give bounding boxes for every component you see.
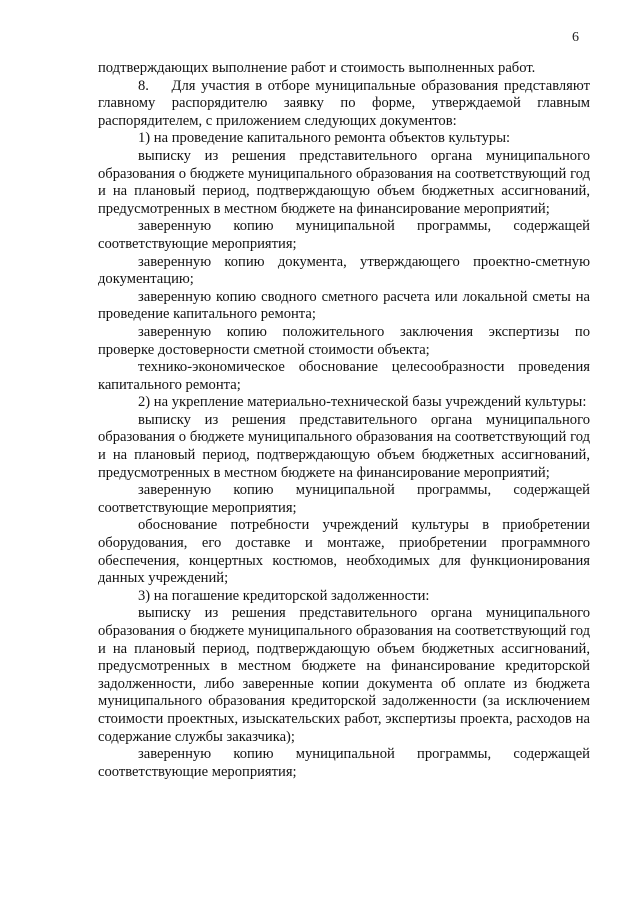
page-number: 6 bbox=[572, 30, 579, 45]
document-body bbox=[98, 60, 590, 781]
paragraph: заверенную копию сводного сметного расчета или локальной сметы на проведение капитального ремонта; bbox=[98, 288, 590, 323]
paragraph: заверенную копию муниципальной программы, содержащей соответствующие мероприятия; bbox=[98, 746, 590, 780]
paragraph: обоснование потребности учреждений культуры в приобретении оборудования, его доставке и монтаже, приобретении программного обеспечения, концертных костюмов, необходимых для функционирования данных учреждений; bbox=[98, 517, 590, 587]
paragraph: 1) на проведение капитального ремонта объектов культуры: bbox=[138, 130, 511, 147]
paragraph: заверенную копию документа, утверждающего проектно-сметную документацию; bbox=[98, 253, 590, 288]
paragraph: выписку из решения представительного органа муниципального образования о бюджете муниципального образования на соответствующий год и на плановый период, подтверждающую объем бюджетных ассигнований, предусмотренных в местном бюджете на финансирование мероприятий; bbox=[98, 147, 590, 217]
paragraph: выписку из решения представительного органа муниципального образования о бюджете муниципального образования на соответствующий год и на плановый период, подтверждающую объем бюджетных ассигнований, предусмотренных в местном бюджете на финансирование кредиторской задолженности, либо заверенные копии документа об оплате из бюджета муниципального образования кредиторской задолженности (за исключением стоимости проектных, изыскательских работ, экспертизы проекта, расходов на содержание службы заказчика); bbox=[98, 605, 590, 745]
paragraph: заверенную копию муниципальной программы, содержащей соответствующие мероприятия; bbox=[98, 482, 590, 516]
paragraph: 2) на укрепление материально-технической базы учреждений культуры: bbox=[138, 394, 587, 411]
paragraph: выписку из решения представительного органа муниципального образования о бюджете муниципального образования на соответствующий год и на плановый период, подтверждающую объем бюджетных ассигнований, предусмотренных в местном бюджете на финансирование мероприятий; bbox=[98, 411, 590, 481]
paragraph: заверенную копию муниципальной программы, содержащей соответствующие мероприятия; bbox=[98, 218, 590, 252]
paragraph: подтверждающих выполнение работ и стоимость выполненных работ. bbox=[98, 60, 536, 76]
paragraph: 3) на погашение кредиторской задолженности: bbox=[138, 587, 430, 604]
paragraph: технико-экономическое обоснование целесообразности проведения капитального ремонта; bbox=[98, 359, 590, 393]
paragraph: 8. Для участия в отборе муниципальные образования представляют главному распорядителю заявку по форме, утверждаемой главным распорядителем, с приложением следующих документов: bbox=[98, 77, 590, 129]
paragraph: заверенную копию положительного заключения экспертизы по проверке достоверности сметной стоимости объекта; bbox=[98, 323, 590, 358]
